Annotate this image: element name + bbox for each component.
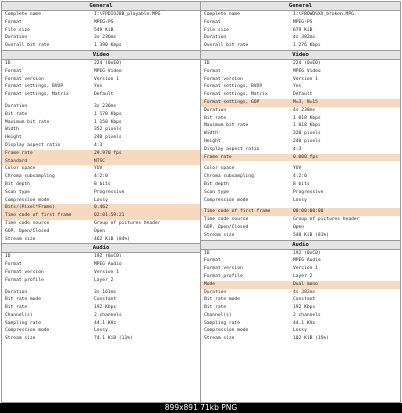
- field-value: Default: [293, 92, 313, 98]
- table-row: [2, 312, 200, 320]
- field-label: Compression mode: [204, 328, 249, 334]
- field-label: Duration: [5, 103, 28, 109]
- table-row: [201, 173, 400, 181]
- field-label: Format settings, BVOP: [5, 84, 64, 90]
- field-label: ID: [204, 250, 210, 256]
- field-value: Version 1: [293, 266, 318, 272]
- field-label: Width: [204, 131, 218, 137]
- highlighted-row: [2, 204, 200, 212]
- field-value: 4s 382ms: [293, 289, 316, 295]
- field-label: Format: [5, 68, 22, 74]
- field-value: I:\FPDIOJBB_playable.MPG: [94, 12, 161, 17]
- field-label: Bit rate mode: [5, 297, 41, 303]
- field-label: Width: [5, 127, 19, 133]
- table-row: [201, 327, 400, 335]
- field-value: 352 pixels: [94, 127, 122, 133]
- table-row: [2, 76, 200, 84]
- field-value: 44.1 KHz: [94, 320, 117, 326]
- table-row: [201, 68, 400, 76]
- field-value: 2 channels: [293, 312, 321, 318]
- field-value: Progressive: [293, 189, 324, 195]
- field-label: File size: [5, 27, 30, 33]
- field-value: 192 Kbps: [293, 305, 316, 311]
- field-label: Format: [204, 258, 221, 264]
- field-value: Version 1: [94, 269, 119, 275]
- table-row: [2, 34, 200, 42]
- field-value: 0.462: [94, 205, 108, 211]
- field-label: Scan type: [204, 189, 229, 195]
- table-row: [2, 83, 200, 91]
- field-value: I:\FBOWDSXX_broken.MPG: [293, 12, 354, 17]
- section-header-video: Video: [2, 50, 200, 60]
- field-value: MPEG-PS: [94, 19, 114, 25]
- table-row: [201, 83, 400, 91]
- highlighted-row: [2, 150, 200, 158]
- table-row: [201, 27, 400, 35]
- field-label: Duration: [204, 35, 227, 41]
- field-value: Dual mono: [293, 281, 318, 287]
- field-label: Format settings, Matrix: [5, 92, 69, 98]
- table-row: [2, 165, 200, 173]
- field-label: Format version: [204, 266, 243, 272]
- field-value: 224 (0xE0): [293, 60, 321, 66]
- table-row: [201, 197, 400, 205]
- table-row: [201, 189, 400, 197]
- highlighted-row: [2, 158, 200, 166]
- field-value: Yes: [293, 84, 302, 90]
- field-label: Stream size: [204, 232, 235, 238]
- field-label: Bit rate mode: [204, 297, 240, 303]
- highlighted-row: [2, 212, 200, 220]
- field-label: Bit depth: [5, 181, 30, 187]
- field-value: Progressive: [94, 189, 125, 195]
- table-row: [201, 91, 400, 99]
- table-row: [2, 320, 200, 328]
- field-value: Open: [293, 224, 305, 230]
- field-value: 240 pixels: [293, 138, 321, 144]
- field-value: 4s 382ms: [293, 35, 316, 41]
- table-row: [2, 327, 200, 335]
- field-label: Bits/(Pixel*Frame): [5, 205, 55, 211]
- field-label: Channel(s): [204, 312, 232, 318]
- field-value: Open: [94, 228, 106, 234]
- field-label: Sampling rate: [5, 320, 41, 326]
- field-label: Duration: [204, 107, 227, 113]
- field-value: Group of pictures header: [94, 220, 161, 226]
- table-row: [2, 335, 200, 343]
- field-value: 1 018 Kbps: [293, 115, 321, 121]
- table-row: [201, 216, 400, 224]
- field-label: Time code source: [5, 220, 50, 226]
- field-label: Overall bit rate: [204, 43, 249, 49]
- table-row: [2, 228, 200, 236]
- field-value: 1 276 Kbps: [293, 43, 321, 49]
- field-value: 192 (0xC0): [94, 254, 122, 260]
- left-panel-playable: [1, 1, 201, 403]
- field-value: YUV: [94, 166, 103, 172]
- section-header-audio: Audio: [2, 243, 200, 253]
- field-label: Sampling rate: [204, 320, 240, 326]
- table-row: [2, 269, 200, 277]
- field-label: Format: [5, 19, 22, 25]
- table-row: [2, 142, 200, 150]
- field-value: Layer 2: [293, 273, 313, 279]
- table-row: [201, 76, 400, 84]
- field-value: Version 1: [94, 76, 119, 82]
- field-label: GOP, Open/Closed: [5, 228, 50, 234]
- field-label: Standard: [5, 158, 28, 164]
- highlighted-row: [201, 281, 400, 289]
- field-label: ID: [5, 60, 11, 66]
- field-value: M=3, N=15: [293, 99, 318, 105]
- field-value: 8 bits: [94, 181, 111, 187]
- field-label: Overall bit rate: [5, 43, 50, 49]
- table-row: [201, 138, 400, 146]
- table-row: [201, 320, 400, 328]
- table-row: [2, 277, 200, 285]
- field-value: 192 Kbps: [94, 305, 117, 311]
- section-header-audio: Audio: [201, 240, 400, 250]
- field-label: Display aspect ratio: [204, 146, 260, 152]
- field-label: Compression mode: [5, 328, 50, 334]
- field-value: Yes: [94, 84, 103, 90]
- field-label: Mode: [204, 281, 216, 287]
- highlighted-row: [201, 208, 400, 216]
- table-row: [2, 11, 200, 19]
- table-row: [2, 236, 200, 244]
- field-value: 02:01:59:21: [94, 213, 125, 219]
- table-row: [201, 312, 400, 320]
- field-value: 224 (0xE0): [94, 60, 122, 66]
- table-row: [2, 126, 200, 134]
- field-label: Height: [204, 138, 221, 144]
- field-label: File size: [204, 27, 229, 33]
- table-row: [201, 304, 400, 312]
- field-value: 192 (0xC0): [293, 250, 321, 256]
- field-value: 29.970 fps: [94, 150, 122, 156]
- field-label: Channel(s): [5, 312, 33, 318]
- field-label: Stream size: [5, 236, 36, 242]
- field-value: YUV: [293, 166, 302, 172]
- field-value: 1 150 Kbps: [94, 119, 122, 125]
- field-value: Lossy: [293, 197, 307, 203]
- field-label: ID: [5, 254, 11, 260]
- field-label: GOP, Open/Closed: [204, 224, 249, 230]
- table-row: [201, 42, 400, 50]
- field-value: MPEG Video: [94, 68, 122, 74]
- field-label: Bit rate: [5, 305, 28, 311]
- field-value: MPEG Audio: [94, 262, 122, 268]
- table-row: [201, 146, 400, 154]
- field-value: 4:2:0: [94, 174, 108, 180]
- table-row: [2, 189, 200, 197]
- field-label: ID: [204, 60, 210, 66]
- table-row: [201, 289, 400, 297]
- field-label: Duration: [5, 289, 28, 295]
- field-value: Lossy: [94, 328, 108, 334]
- field-label: Format: [204, 68, 221, 74]
- field-value: 679 KiB: [293, 27, 313, 33]
- field-value: 3s 236ms: [94, 35, 117, 41]
- field-value: NTSC: [94, 158, 106, 164]
- field-value: 1 018 Kbps: [293, 123, 321, 129]
- field-label: Duration: [5, 35, 28, 41]
- field-label: Complete name: [204, 12, 240, 17]
- field-label: Compression mode: [204, 197, 249, 203]
- field-label: Format settings, Matrix: [204, 92, 268, 98]
- highlighted-row: [201, 99, 400, 107]
- field-label: Maximum bit rate: [5, 119, 50, 125]
- table-row: [2, 173, 200, 181]
- field-value: 2 channels: [94, 312, 122, 318]
- field-value: MPEG Video: [293, 68, 321, 74]
- field-label: Scan type: [5, 189, 30, 195]
- field-value: 3s 236ms: [94, 103, 117, 109]
- field-value: MPEG-PS: [293, 19, 313, 25]
- table-row: [201, 107, 400, 115]
- field-label: Color space: [5, 166, 36, 172]
- table-row: [2, 181, 200, 189]
- table-row: [201, 273, 400, 281]
- field-label: Stream size: [204, 336, 235, 342]
- table-row: [201, 232, 400, 240]
- table-row: [2, 119, 200, 127]
- field-value: 102 KiB (15%): [293, 336, 329, 342]
- table-row: [201, 34, 400, 42]
- table-row: [201, 224, 400, 232]
- field-label: Height: [5, 135, 22, 141]
- table-row: [2, 60, 200, 68]
- table-row: [201, 130, 400, 138]
- table-row: [2, 42, 200, 50]
- field-label: Format profile: [5, 277, 44, 283]
- field-value: 74.1 KiB (13%): [94, 336, 133, 342]
- table-row: [201, 122, 400, 130]
- table-row: [201, 60, 400, 68]
- table-row: [2, 261, 200, 269]
- image-info-bar: 899x891 71kb PNG: [0, 403, 402, 413]
- field-value: MPEG Audio: [293, 258, 321, 264]
- field-label: Format version: [5, 269, 44, 275]
- field-value: 1 170 Kbps: [94, 111, 122, 117]
- field-label: Bit rate: [204, 115, 227, 121]
- table-row: [2, 296, 200, 304]
- field-value: Layer 2: [94, 277, 114, 283]
- table-row: [2, 19, 200, 27]
- table-row: [201, 296, 400, 304]
- table-row: [201, 165, 400, 173]
- field-value: 462 KiB (84%): [94, 236, 130, 242]
- table-row: [2, 220, 200, 228]
- table-row: [2, 304, 200, 312]
- field-label: Color space: [204, 166, 235, 172]
- field-label: Duration: [204, 289, 227, 295]
- field-label: Time code of first frame: [5, 213, 72, 219]
- field-value: Default: [94, 92, 114, 98]
- field-label: Frame rate: [204, 154, 232, 160]
- right-panel-broken: [201, 1, 401, 403]
- field-label: Chroma subsampling: [5, 174, 55, 180]
- section-header-general: General: [2, 2, 200, 11]
- field-label: Compression mode: [5, 197, 50, 203]
- field-value: Constant: [293, 297, 316, 303]
- field-label: Bit rate: [5, 111, 28, 117]
- mediainfo-comparison: [1, 1, 401, 403]
- table-row: [201, 265, 400, 273]
- table-row: [2, 68, 200, 76]
- field-value: Lossy: [293, 328, 307, 334]
- field-label: Display aspect ratio: [5, 142, 61, 148]
- field-label: Format: [204, 19, 221, 25]
- table-row: [2, 289, 200, 297]
- field-value: 549 KiB: [94, 27, 114, 33]
- field-label: Stream size: [5, 336, 36, 342]
- field-value: 3s 161ms: [94, 289, 117, 295]
- field-value: 8 bits: [293, 181, 310, 187]
- table-row: [2, 27, 200, 35]
- table-row: [201, 181, 400, 189]
- field-value: 548 KiB (81%): [293, 232, 329, 238]
- table-row: [2, 91, 200, 99]
- field-label: Time code of first frame: [204, 209, 271, 215]
- field-label: Bit rate: [204, 305, 227, 311]
- field-label: Format: [5, 262, 22, 268]
- table-row: [201, 115, 400, 123]
- field-value: 4s 238ms: [293, 107, 316, 113]
- field-value: 4:3: [94, 142, 103, 148]
- field-value: Constant: [94, 297, 117, 303]
- table-row: [201, 257, 400, 265]
- field-label: Format settings, GOP: [204, 99, 260, 105]
- field-value: 240 pixels: [94, 135, 122, 141]
- section-header-video: Video: [201, 50, 400, 60]
- field-value: 44.1 KHz: [293, 320, 316, 326]
- field-label: Format settings, BVOP: [204, 84, 263, 90]
- table-row: [2, 253, 200, 261]
- table-row: [201, 11, 400, 19]
- field-value: 4:3: [293, 146, 302, 152]
- field-label: Frame rate: [5, 150, 33, 156]
- field-label: Maximum bit rate: [204, 123, 249, 129]
- field-value: 00:00:00:00: [293, 209, 324, 215]
- field-label: Format version: [5, 76, 44, 82]
- field-label: Chroma subsampling: [204, 174, 254, 180]
- field-label: Format profile: [204, 273, 243, 279]
- table-row: [201, 19, 400, 27]
- field-value: Group of pictures header: [293, 217, 360, 223]
- field-value: Version 1: [293, 76, 318, 82]
- section-header-general: General: [201, 2, 400, 11]
- field-value: Lossy: [94, 197, 108, 203]
- highlighted-row: [201, 154, 400, 162]
- table-row: [2, 103, 200, 111]
- field-value: 320 pixels: [293, 131, 321, 137]
- table-row: [2, 111, 200, 119]
- field-label: Complete name: [5, 12, 41, 17]
- field-label: Bit depth: [204, 181, 229, 187]
- field-label: Format version: [204, 76, 243, 82]
- table-row: [2, 197, 200, 205]
- table-row: [2, 134, 200, 142]
- field-label: Time code source: [204, 217, 249, 223]
- table-row: [201, 335, 400, 343]
- field-value: 4:2:0: [293, 174, 307, 180]
- table-row: [201, 250, 400, 258]
- field-value: 1 390 Kbps: [94, 43, 122, 49]
- field-value: 0.000 fps: [293, 154, 318, 160]
